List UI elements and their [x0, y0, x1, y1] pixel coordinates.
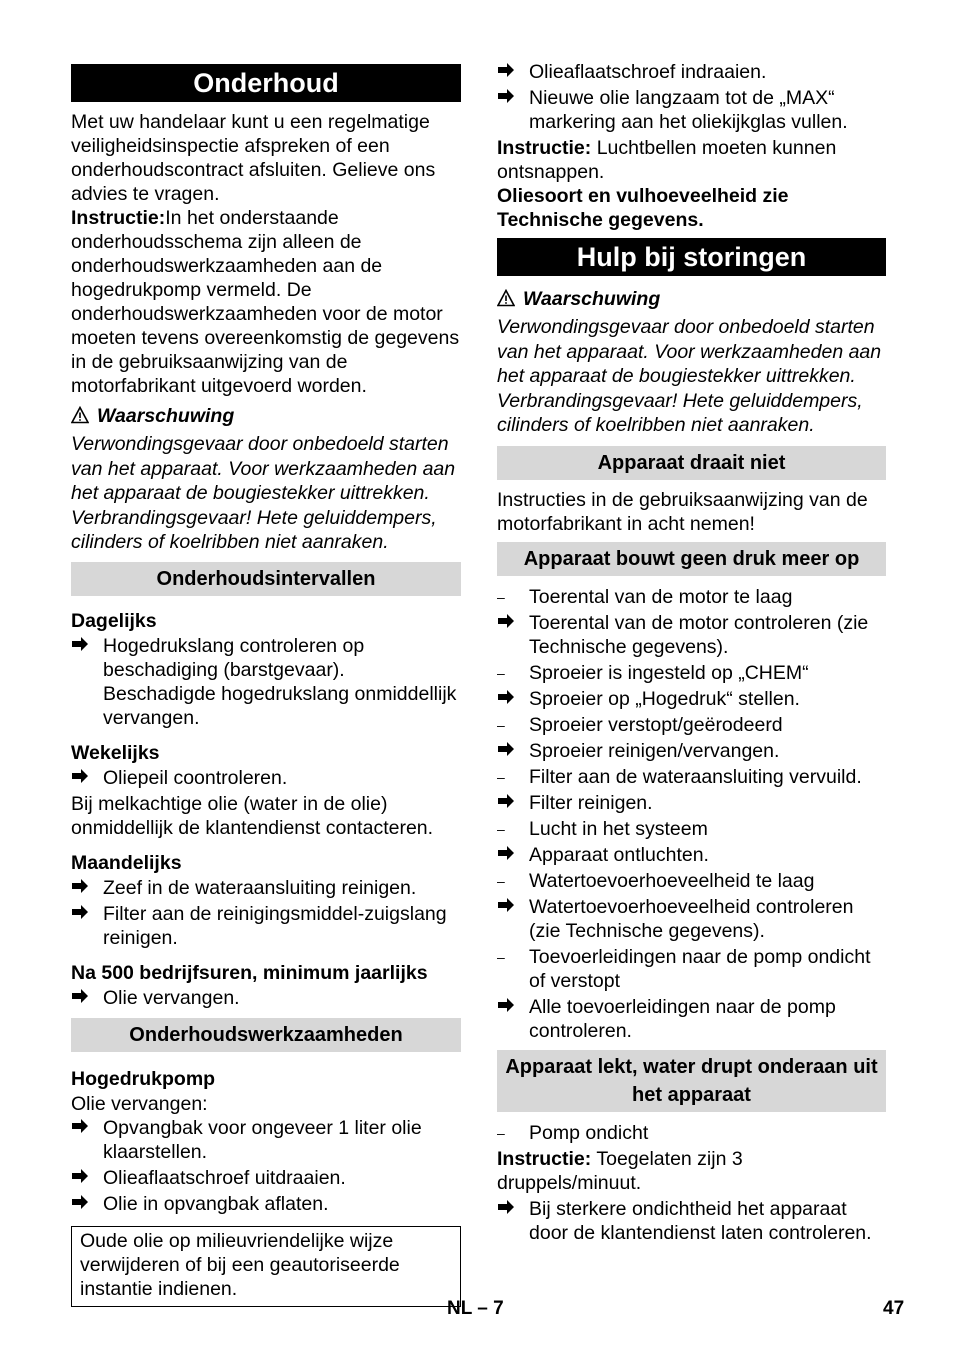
arrow-right-icon	[71, 1166, 99, 1190]
dash-bullet: –	[497, 716, 505, 733]
list-item-text: Watertoevoerhoeveelheid te laag	[529, 869, 815, 892]
list-item	[71, 876, 461, 900]
list-item	[71, 986, 461, 1010]
draait-niet-text: Instructies in de gebruiksaanwijzing van de motorfabrikant in acht nemen!	[497, 488, 868, 535]
list-item	[497, 1197, 886, 1245]
list-item	[497, 687, 886, 711]
subsection-onderhoudsintervallen: Onderhoudsintervallen	[71, 562, 461, 596]
list-item-text: Sproeier verstopt/geërodeerd	[529, 713, 783, 736]
list-item-text: Alle toevoerleidingen naar de pomp controleren.	[529, 995, 836, 1042]
dash-bullet: –	[497, 664, 505, 681]
list-item	[71, 1116, 461, 1164]
instruction-paragraph	[497, 136, 886, 184]
arrow-right-icon	[497, 739, 525, 763]
list-item	[497, 86, 886, 134]
arrow-right-icon	[71, 1192, 99, 1216]
instruction-text: Toegelaten zijn 3 druppels/minuut.	[497, 1147, 743, 1194]
list-item-text: Nieuwe olie langzaam tot de „MAX“ markering aan het oliekijkglas vullen.	[529, 87, 848, 133]
dash-bullet: –	[497, 948, 505, 965]
list-item-text: Sproeier reinigen/vervangen.	[529, 739, 780, 762]
list-item	[71, 766, 461, 790]
warning-label: Waarschuwing	[523, 288, 661, 310]
environment-note-text: Oude olie op milieuvriendelijke wijze verwijderen of bij een geautoriseerde instantie indienen.	[80, 1229, 400, 1300]
list-item-text: Filter aan de wateraansluiting vervuild.	[529, 765, 862, 788]
list-item	[497, 895, 886, 943]
list-item	[71, 902, 461, 950]
list-item-text: Apparaat ontluchten.	[529, 843, 709, 866]
arrow-right-icon	[497, 843, 525, 867]
instruction-label: Instructie:	[497, 137, 592, 159]
warning-heading	[71, 404, 461, 428]
arrow-right-icon	[71, 902, 99, 926]
warning-triangle-icon	[497, 289, 515, 307]
arrow-right-icon	[71, 634, 99, 658]
list-item	[497, 611, 886, 659]
list-item	[497, 661, 886, 685]
list-item-text: Olie vervangen.	[103, 986, 240, 1009]
arrow-right-icon	[71, 1116, 99, 1140]
arrow-right-icon	[497, 611, 525, 635]
instruction-text: In het onderstaande onderhoudsschema zijn alleen de onderhoudswerkzaamheden aan de hogedrukpomp vermeld. De onderhoudswerkzaamheden voor de motor moeten tevens overeenkomstig de gegevens in de gebruiksaanwijzing van de motorfabrikant uitgevoerd worden.	[71, 207, 460, 397]
right-column	[497, 60, 886, 1245]
list-item-text: Sproeier op „Hogedruk“ stellen.	[529, 687, 800, 710]
warning-text-burn: Verbrandingsgevaar! Hete geluiddempers, cilinders of koelribben niet aanraken.	[497, 389, 863, 436]
instruction-label: Instructie:	[71, 207, 166, 229]
oil-change-label: Olie vervangen:	[71, 1092, 208, 1115]
subsection-onderhoudswerkzaamheden: Onderhoudswerkzaamheden	[71, 1018, 461, 1052]
arrow-right-icon	[497, 60, 525, 84]
arrow-right-icon	[71, 986, 99, 1010]
weekly-note: Bij melkachtige olie (water in de olie) onmiddellijk de klantendienst contacteren.	[71, 792, 434, 839]
list-item	[497, 585, 886, 609]
arrow-right-icon	[497, 1197, 525, 1221]
oil-spec-note: Oliesoort en vulhoeveelheid zie Technische gegevens.	[497, 185, 789, 231]
heading-monthly: Maandelijks	[71, 851, 182, 874]
left-column	[71, 60, 461, 1307]
list-item	[497, 739, 886, 763]
list-item-text: Zeef in de wateraansluiting reinigen.	[103, 876, 417, 899]
arrow-right-icon	[497, 86, 525, 110]
arrow-right-icon	[497, 895, 525, 919]
arrow-right-icon	[497, 791, 525, 815]
heading-weekly: Wekelijks	[71, 741, 160, 764]
warning-text-burn: Verbrandingsgevaar! Hete geluiddempers, cilinders of koelribben niet aanraken.	[71, 506, 437, 553]
instruction-paragraph	[71, 206, 461, 398]
dash-bullet: –	[497, 872, 505, 889]
subsection-apparaat-lekt: Apparaat lekt, water drupt onderaan uit het apparaat	[497, 1050, 886, 1112]
list-item-text: Lucht in het systeem	[529, 817, 708, 840]
heading-daily: Dagelijks	[71, 609, 157, 632]
fault-list	[497, 585, 886, 1043]
list-item	[497, 60, 886, 84]
dash-bullet: –	[497, 820, 505, 837]
list-item	[497, 765, 886, 789]
section-title-hulp-bij-storingen: Hulp bij storingen	[497, 238, 886, 276]
list-item-text: Toevoerleidingen naar de pomp ondicht of verstopt	[529, 945, 871, 992]
dash-bullet: –	[497, 768, 505, 785]
arrow-right-icon	[497, 995, 525, 1019]
list-item-text: Pomp ondicht	[529, 1121, 649, 1144]
warning-text-injury: Verwondingsgevaar door onbedoeld starten van het apparaat. Voor werkzaamheden aan het apparaat de bougiestekker uittrekken.	[71, 433, 456, 504]
list-item	[497, 1121, 886, 1145]
arrow-right-icon	[497, 687, 525, 711]
warning-heading	[497, 287, 886, 311]
section-title-onderhoud: Onderhoud	[71, 64, 461, 102]
list-item	[497, 713, 886, 737]
list-item-text: Oliepeil coontroleren.	[103, 766, 288, 789]
list-item	[497, 817, 886, 841]
instruction-label: Instructie:	[497, 1147, 592, 1170]
dash-bullet: –	[497, 588, 505, 605]
warning-text-injury: Verwondingsgevaar door onbedoeld starten van het apparaat. Voor werkzaamheden aan het apparaat de bougiestekker uittrekken.	[497, 316, 882, 387]
instruction-text: Luchtbellen moeten kunnen ontsnappen.	[497, 137, 837, 183]
list-item-text: Opvangbak voor ongeveer 1 liter olie klaarstellen.	[103, 1116, 422, 1163]
list-item-text: Olieaflaatschroef uitdraaien.	[103, 1166, 346, 1189]
warning-label: Waarschuwing	[97, 405, 235, 427]
list-item-text: Filter aan de reinigingsmiddel-zuigslang reinigen.	[103, 902, 447, 949]
list-item-text: Filter reinigen.	[529, 791, 653, 814]
list-item	[71, 634, 461, 730]
arrow-right-icon	[71, 876, 99, 900]
list-item	[497, 945, 886, 993]
list-item	[497, 843, 886, 867]
list-item	[71, 1166, 461, 1190]
warning-triangle-icon	[71, 406, 89, 424]
list-item-text: Olie in opvangbak aflaten.	[103, 1192, 329, 1215]
heading-hogedrukpomp: Hogedrukpomp	[71, 1067, 216, 1090]
list-item-text: Watertoevoerhoeveelheid controleren (zie Technische gegevens).	[529, 895, 854, 942]
list-item	[497, 995, 886, 1043]
list-item-text: Bij sterkere ondichtheid het apparaat door de klantendienst laten controleren.	[529, 1197, 872, 1244]
leak-instruction	[497, 1147, 886, 1195]
arrow-right-icon	[71, 766, 99, 790]
dash-bullet: –	[497, 1124, 505, 1141]
heading-500-hours: Na 500 bedrijfsuren, minimum jaarlijks	[71, 961, 428, 984]
list-item-text: Hogedrukslang controleren op beschadiging (barstgevaar). Beschadigde hogedrukslang onmiddellijk vervangen.	[103, 634, 457, 729]
page-number: 47	[883, 1298, 905, 1319]
environment-note-box	[71, 1226, 461, 1307]
subsection-apparaat-draait-niet: Apparaat draait niet	[497, 446, 886, 480]
list-item-text: Toerental van de motor te laag	[529, 585, 793, 608]
language-page-label: NL – 7	[447, 1298, 504, 1319]
subsection-geen-druk: Apparaat bouwt geen druk meer op	[497, 542, 886, 576]
list-item	[497, 791, 886, 815]
list-item-text: Sproeier is ingesteld op „CHEM“	[529, 661, 809, 684]
list-item-text: Toerental van de motor controleren (zie Technische gegevens).	[529, 611, 869, 658]
list-item-text: Olieaflaatschroef indraaien.	[529, 61, 767, 83]
list-item	[497, 869, 886, 893]
list-item	[71, 1192, 461, 1216]
intro-paragraph: Met uw handelaar kunt u een regelmatige veiligheidsinspectie afspreken of een onderhoudscontract afsluiten. Gelieve ons advies te vragen.	[71, 111, 436, 205]
